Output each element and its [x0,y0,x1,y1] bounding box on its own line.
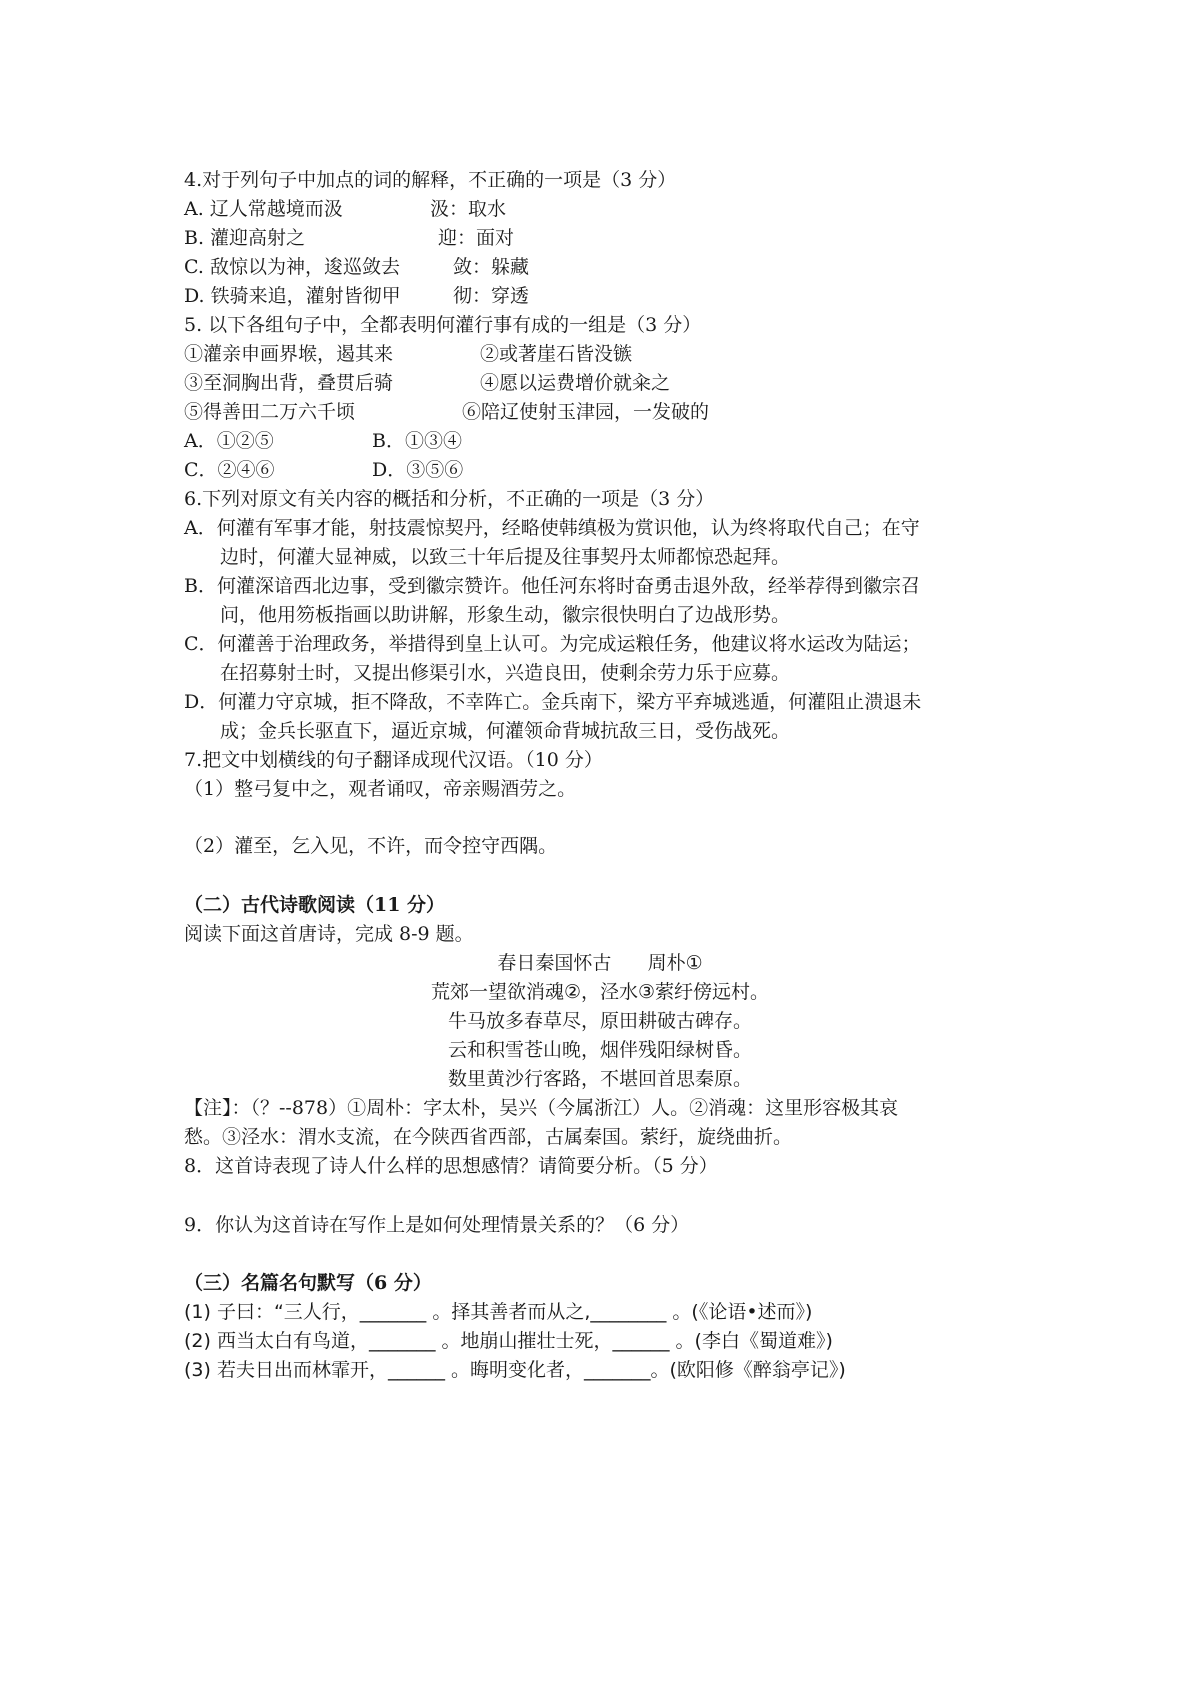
q5-item-1: ①灌亲申画界堠，遏其来 [184,343,394,365]
section2-heading: （二）古代诗歌阅读（11 分） [184,894,446,916]
q6-option-a-line1: A．何灌有军事才能，射技震惊契丹，经略使韩缜极为赏识他，认为终将取代自己；在守 [184,517,920,539]
q4-option-d: D. 铁骑来追，灌射皆彻甲 [184,285,401,307]
q8-stem: 8．这首诗表现了诗人什么样的思想感情？请简要分析。（5 分） [184,1155,718,1177]
q6-option-d-line1: D．何灌力守京城，拒不降敌，不幸阵亡。金兵南下，梁方平弃城逃遁，何灌阻止溃退未 [184,691,922,713]
q5-item-3: ③至洞胸出背，叠贯后骑 [184,372,394,394]
q7-sentence-2: （2）灌至，乞入见，不许，而令控守西隅。 [184,835,558,857]
recitation-line-2: (2) 西当太白有鸟道，_______ 。地崩山摧壮士死，______ 。(李白《蜀道难》) [184,1330,833,1352]
q6-option-c-line1: C．何灌善于治理政务，举措得到皇上认可。为完成运粮任务，他建议将水运改为陆运； [184,633,921,655]
q4-option-d-gloss: 彻：穿透 [453,285,530,307]
poem-line-2: 牛马放多春草尽，原田耕破古碑存。 [447,1010,752,1032]
q5-choice-b: B．①③④ [372,430,462,452]
q4-option-c-gloss: 敛：躲藏 [453,256,530,278]
q5-choice-d: D．③⑤⑥ [372,459,464,481]
poem-note-line2: 愁。③泾水：渭水支流，在今陕西省西部，古属秦国。萦纡，旋绕曲折。 [184,1126,793,1148]
q5-choice-c: C．②④⑥ [184,459,275,481]
q9-stem: 9．你认为这首诗在写作上是如何处理情景关系的？（6 分） [184,1214,690,1236]
q4-option-c: C. 敌惊以为神，逡巡敛去 [184,256,400,278]
q7-sentence-1: （1）整弓复中之，观者诵叹，帝亲赐酒劳之。 [184,778,577,800]
q5-item-2: ②或著崖石皆没镞 [480,343,633,365]
q4-option-a-gloss: 汲：取水 [430,198,507,220]
q6-option-b-line2: 问，他用笏板指画以助讲解，形象生动，徽宗很快明白了边战形势。 [220,604,791,626]
q4-option-a: A. 辽人常越境而汲 [184,198,343,220]
section2-intro: 阅读下面这首唐诗，完成 8-9 题。 [184,923,474,945]
recitation-line-3: (3) 若夫日出而林霏开，______ 。晦明变化者，_______。(欧阳修《醉翁亭记》) [184,1359,846,1381]
poem-line-3: 云和积雪苍山晚，烟伴残阳绿树昏。 [447,1039,752,1061]
q6-option-a-line2: 边时，何灌大显神威，以致三十年后提及往事契丹太师都惊恐起拜。 [220,546,791,568]
q6-option-c-line2: 在招募射士时，又提出修渠引水，兴造良田，使剩余劳力乐于应募。 [220,662,791,684]
q5-item-4: ④愿以运费增价就籴之 [480,372,671,394]
q6-stem: 6.下列对原文有关内容的概括和分析，不正确的一项是（3 分） [184,488,715,510]
poem-title: 春日秦国怀古 周朴① [497,952,703,974]
poem-note-line1: 【注】：（？--878）①周朴：字太朴，吴兴（今属浙江）人。②消魂：这里形容极其哀 [184,1097,899,1119]
q4-stem: 4.对于列句子中加点的词的解释，不正确的一项是（3 分） [184,169,677,191]
section3-heading: （三）名篇名句默写（6 分） [184,1272,432,1294]
poem-line-1: 荒郊一望欲消魂②，泾水③萦纡傍远村。 [430,981,770,1003]
q4-option-b: B. 灌迎高射之 [184,227,306,249]
q5-item-6: ⑥陪辽使射玉津园，一发破的 [462,401,710,423]
q5-choice-a: A．①②⑤ [184,430,274,452]
q5-stem: 5. 以下各组句子中，全都表明何灌行事有成的一组是（3 分） [184,314,702,336]
q6-option-d-line2: 成；金兵长驱直下，逼近京城，何灌领命背城抗敌三日，受伤战死。 [220,720,791,742]
q6-option-b-line1: B．何灌深谙西北边事，受到徽宗赞许。他任河东将时奋勇击退外敌，经举荐得到徽宗召 [184,575,920,597]
q5-item-5: ⑤得善田二万六千顷 [184,401,356,423]
recitation-line-1: (1) 子曰：“三人行，_______ 。择其善者而从之,________ 。(《论语•述而》) [184,1301,813,1323]
poem-line-4: 数里黄沙行客路，不堪回首思秦原。 [447,1068,752,1090]
q7-stem: 7.把文中划横线的句子翻译成现代汉语。（10 分） [184,749,603,771]
q4-option-b-gloss: 迎：面对 [438,227,515,249]
